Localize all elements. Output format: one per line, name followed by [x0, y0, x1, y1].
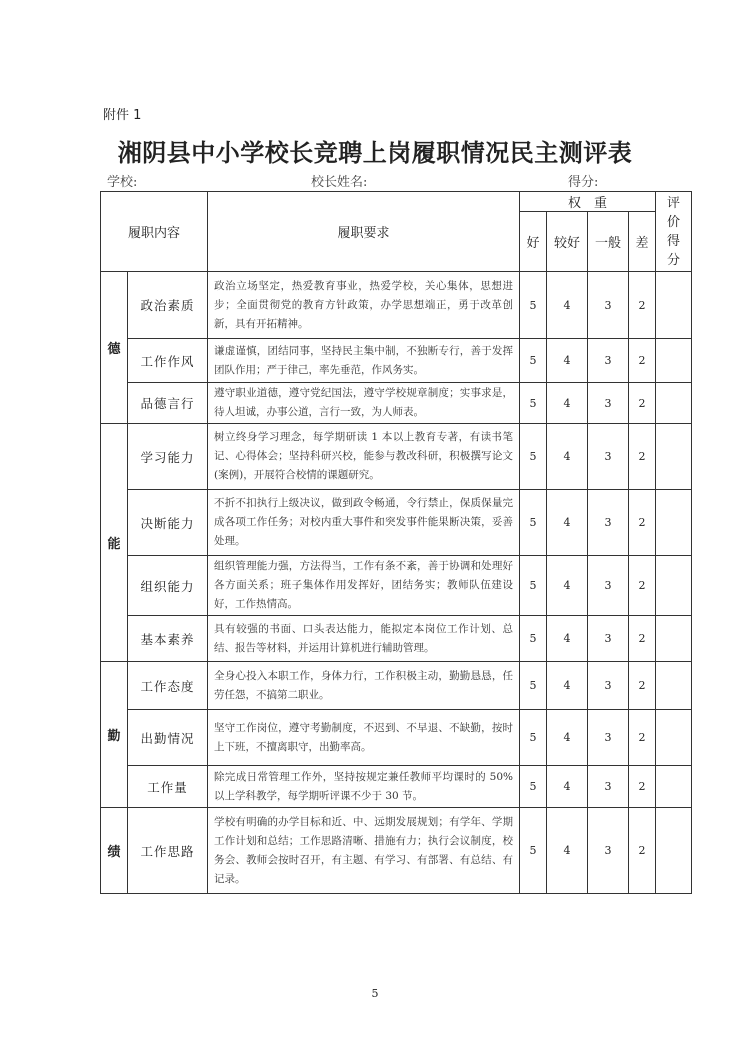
page-title: 湘阴县中小学校长竞聘上岗履职情况民主测评表	[117, 138, 633, 167]
category-cell: 德	[101, 272, 128, 424]
evaluation-score-cell[interactable]	[656, 662, 692, 710]
score-field-label: 得分:	[568, 175, 599, 190]
weight-poor: 2	[629, 616, 656, 662]
item-name: 决断能力	[128, 490, 208, 556]
evaluation-score-cell[interactable]	[656, 616, 692, 662]
weight-good: 5	[520, 424, 547, 490]
weight-good: 5	[520, 710, 547, 766]
attachment-label: 附件 1	[103, 108, 142, 123]
item-name: 出勤情况	[128, 710, 208, 766]
weight-poor: 2	[629, 766, 656, 808]
table-row	[101, 766, 692, 808]
evaluation-score-cell[interactable]	[656, 766, 692, 808]
table-row	[101, 383, 692, 424]
weight-fairly-good: 4	[547, 710, 588, 766]
weight-poor: 2	[629, 710, 656, 766]
item-name: 学习能力	[128, 424, 208, 490]
table-row	[101, 339, 692, 383]
item-name: 工作思路	[128, 808, 208, 894]
item-requirement: 不折不扣执行上级决议，做到政令畅通，令行禁止，保质保量完成各项工作任务；对校内重大事件和突发事件能果断决策，妥善处理。	[208, 490, 520, 556]
header-poor: 差	[629, 212, 656, 272]
evaluation-score-cell[interactable]	[656, 339, 692, 383]
item-requirement: 学校有明确的办学目标和近、中、远期发展规划；有学年、学期工作计划和总结；工作思路清晰、措施有力；执行会议制度，校务会、教师会按时召开，有主题、有学习、有部署、有总结、有记录。	[208, 808, 520, 894]
weight-fairly-good: 4	[547, 556, 588, 616]
item-requirement: 遵守职业道德，遵守党纪国法，遵守学校规章制度；实事求是，待人坦诚，办事公道，言行一致，为人师表。	[208, 383, 520, 424]
item-requirement: 坚守工作岗位，遵守考勤制度，不迟到、不早退、不缺勤，按时上下班，不擅离职守，出勤率高。	[208, 710, 520, 766]
item-requirement: 除完成日常管理工作外，坚持按规定兼任教师平均课时的 50%以上学科教学，每学期听评课不少于 30 节。	[208, 766, 520, 808]
table-row	[101, 490, 692, 556]
weight-good: 5	[520, 766, 547, 808]
weight-average: 3	[588, 490, 629, 556]
header-weight: 权 重	[520, 192, 656, 212]
weight-fairly-good: 4	[547, 616, 588, 662]
weight-average: 3	[588, 616, 629, 662]
header-good: 好	[520, 212, 547, 272]
table-row	[101, 424, 692, 490]
weight-average: 3	[588, 556, 629, 616]
school-field-label: 学校:	[107, 175, 138, 190]
item-requirement: 谦虚谨慎，团结同事，坚持民主集中制，不独断专行，善于发挥团队作用；严于律己，率先垂范，作风务实。	[208, 339, 520, 383]
weight-average: 3	[588, 339, 629, 383]
weight-fairly-good: 4	[547, 424, 588, 490]
item-name: 工作量	[128, 766, 208, 808]
header-average: 一般	[588, 212, 629, 272]
weight-fairly-good: 4	[547, 766, 588, 808]
weight-fairly-good: 4	[547, 272, 588, 339]
header-evaluation: 评价得分	[656, 192, 692, 272]
header-content: 履职内容	[101, 192, 208, 272]
weight-poor: 2	[629, 662, 656, 710]
weight-good: 5	[520, 616, 547, 662]
item-name: 政治素质	[128, 272, 208, 339]
weight-average: 3	[588, 766, 629, 808]
header-requirement: 履职要求	[208, 192, 520, 272]
evaluation-score-cell[interactable]	[656, 710, 692, 766]
item-name: 工作态度	[128, 662, 208, 710]
evaluation-score-cell[interactable]	[656, 808, 692, 894]
item-name: 基本素养	[128, 616, 208, 662]
principal-name-field-label: 校长姓名:	[311, 175, 368, 190]
category-cell: 能	[101, 424, 128, 662]
evaluation-score-cell[interactable]	[656, 272, 692, 339]
weight-fairly-good: 4	[547, 339, 588, 383]
weight-good: 5	[520, 339, 547, 383]
weight-average: 3	[588, 272, 629, 339]
table-row	[101, 662, 692, 710]
weight-good: 5	[520, 556, 547, 616]
weight-average: 3	[588, 424, 629, 490]
header-fairly-good: 较好	[547, 212, 588, 272]
weight-average: 3	[588, 710, 629, 766]
evaluation-score-cell[interactable]	[656, 556, 692, 616]
weight-good: 5	[520, 490, 547, 556]
item-requirement: 具有较强的书面、口头表达能力，能拟定本岗位工作计划、总结、报告等材料，并运用计算机进行辅助管理。	[208, 616, 520, 662]
item-name: 工作作风	[128, 339, 208, 383]
weight-average: 3	[588, 808, 629, 894]
table-row	[101, 616, 692, 662]
item-requirement: 全身心投入本职工作，身体力行，工作积极主动，勤勤恳恳，任劳任怨，不搞第二职业。	[208, 662, 520, 710]
weight-good: 5	[520, 272, 547, 339]
weight-poor: 2	[629, 272, 656, 339]
weight-poor: 2	[629, 808, 656, 894]
weight-poor: 2	[629, 490, 656, 556]
weight-poor: 2	[629, 424, 656, 490]
table-row	[101, 556, 692, 616]
category-cell: 绩	[101, 808, 128, 894]
table-row	[101, 710, 692, 766]
weight-fairly-good: 4	[547, 662, 588, 710]
evaluation-score-cell[interactable]	[656, 424, 692, 490]
weight-fairly-good: 4	[547, 808, 588, 894]
table-row	[101, 272, 692, 339]
weight-average: 3	[588, 662, 629, 710]
weight-fairly-good: 4	[547, 383, 588, 424]
weight-good: 5	[520, 808, 547, 894]
weight-good: 5	[520, 383, 547, 424]
item-requirement: 树立终身学习理念，每学期研读 1 本以上教育专著，有读书笔记、心得体会；坚持科研兴校，能参与教改科研，积极撰写论文(案例)，开展符合校情的课题研究。	[208, 424, 520, 490]
weight-poor: 2	[629, 383, 656, 424]
item-name: 品德言行	[128, 383, 208, 424]
evaluation-score-cell[interactable]	[656, 490, 692, 556]
weight-poor: 2	[629, 339, 656, 383]
evaluation-table	[100, 191, 692, 894]
weight-good: 5	[520, 662, 547, 710]
weight-poor: 2	[629, 556, 656, 616]
category-cell: 勤	[101, 662, 128, 808]
weight-fairly-good: 4	[547, 490, 588, 556]
table-row	[101, 808, 692, 894]
evaluation-score-cell[interactable]	[656, 383, 692, 424]
page-number: 5	[371, 987, 379, 1000]
weight-average: 3	[588, 383, 629, 424]
item-name: 组织能力	[128, 556, 208, 616]
item-requirement: 政治立场坚定，热爱教育事业，热爱学校，关心集体，思想进步；全面贯彻党的教育方针政策，办学思想端正，勇于改革创新，具有开拓精神。	[208, 272, 520, 339]
item-requirement: 组织管理能力强，方法得当，工作有条不紊，善于协调和处理好各方面关系；班子集体作用发挥好，团结务实；教师队伍建设好，工作热情高。	[208, 556, 520, 616]
